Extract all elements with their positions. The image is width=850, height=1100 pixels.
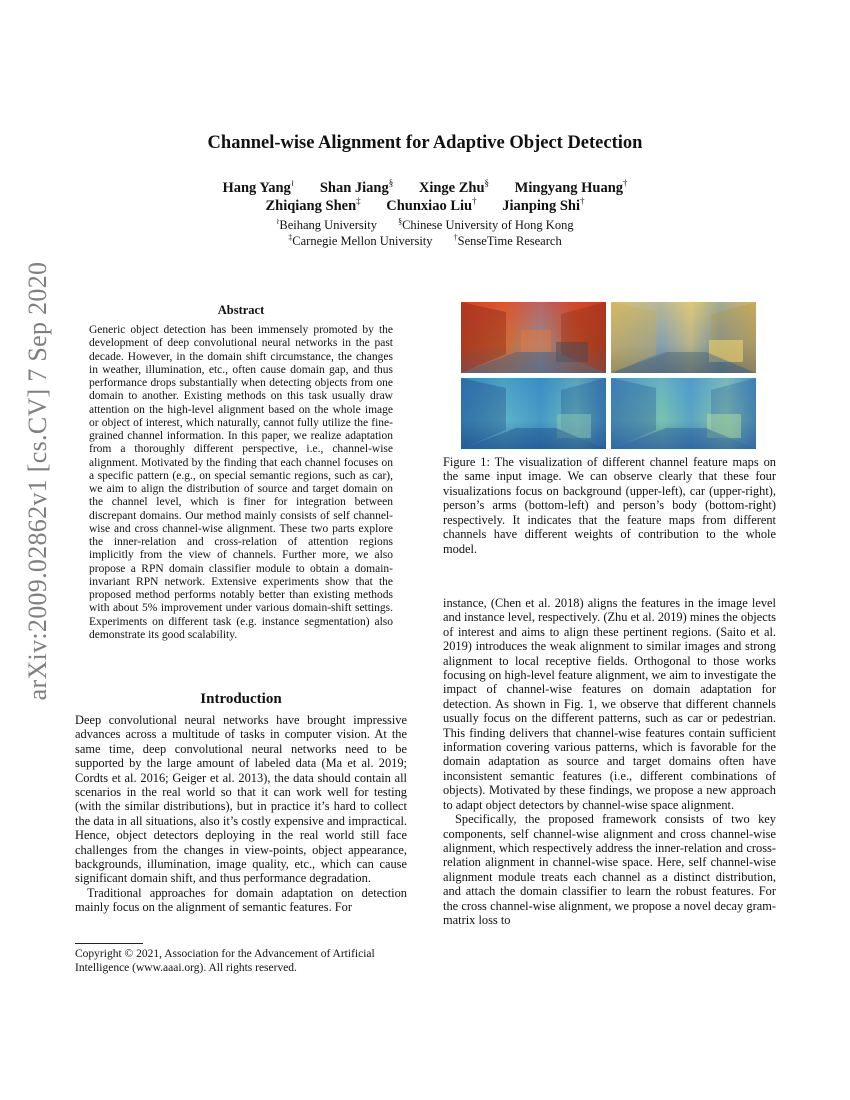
abstract-text: Generic object detection has been immensely promoted by the development of deep convolutional neural networks in the past decade. However, in the domain shift circumstance, the changes in weather, illumination, etc., often cause domain gap, and thus performance drops substantially when detecting objects from one domain to another. Existing methods on this task usually draw attention on the high-level alignment based on the whole image or object of interest, which naturally, cannot fully utilize the fine-grained channel information. In this paper, we realize adaptation from a thoroughly different perspective, i.e., channel-wise alignment. Motivated by the finding that each channel focuses on a specific pattern (e.g., on special semantic regions, such as car), we aim to align the distribution of source and target domain on the channel level, which is finer for integration between discrepant domains. Our method mainly consists of self channel-wise and cross channel-wise alignment. These two parts explore the inner-relation and cross-relation of attention regions implicitly from the view of channels. Further more, we also propose a RPN domain classifier module to obtain a domain-invariant RPN network. Extensive experiments show that the proposed method performs notably better than existing methods with about 5% improvement under various domain-shift settings. Experiments on different task (e.g. instance segmentation) also demonstrate its good scalability. [89, 324, 393, 641]
footnote-rule [75, 943, 143, 944]
affiliation: ≀Beihang University [276, 217, 377, 233]
introduction-continued [443, 596, 776, 927]
author: Hang Yang≀ [222, 178, 295, 196]
introduction-heading: Introduction [200, 691, 282, 707]
author: Jianping Shi† [502, 196, 585, 214]
author: Chunxiao Liu† [386, 196, 477, 214]
paragraph: Specifically, the proposed framework consists of two key components, self channel-wise alignment and cross channel-wise alignment, which respectively address the inner-relation and cross-relation alignment in channel-wise space. Here, self channel-wise alignment module treats each channel as a distinct distribution, and attach the domain classifier to learn the robust features. For the cross channel-wise alignment, we propose a novel decay gram-matrix loss to [443, 812, 776, 927]
affiliation: §Chinese University of Hong Kong [398, 217, 574, 233]
copyright-footnote: Copyright © 2021, Association for the Advancement of Artificial Intelligence (www.aaai.org). All rights reserved. [75, 948, 375, 974]
affiliation: ‡Carnegie Mellon University [288, 233, 433, 249]
paper-title: Channel-wise Alignment for Adaptive Object Detection [207, 133, 643, 153]
affiliation: †SenseTime Research [453, 233, 562, 249]
affiliations-line-1 [0, 217, 850, 233]
author: Shan Jiang§ [319, 178, 394, 196]
introduction-text [75, 713, 407, 915]
feature-map-bottom-left [461, 378, 606, 449]
affiliations-line-2 [0, 233, 850, 249]
arxiv-identifier: arXiv:2009.02862v1 [cs.CV] 7 Sep 2020 [23, 261, 52, 701]
paragraph: Deep convolutional neural networks have brought impressive advances across a multitude of tasks in computer vision. At the same time, deep convolutional neural networks need to be supported by the large amount of labeled data (Ma et al. 2019; Cordts et al. 2016; Geiger et al. 2013), the data should contain all scenarios in the real world so that it can work well for testing (with the similar distributions), but in practice it’s hard to collect the data in all situations, also it’s costly expensive and impractical. Hence, object detectors deploying in the real world still face challenges from the changes in view-points, object appearance, backgrounds, illumination, image quality, etc., which can cause significant domain shift, and thus performance degradation. [75, 713, 407, 886]
paragraph: Traditional approaches for domain adaptation on detection mainly focus on the alignment of semantic features. For [75, 885, 407, 915]
authors-line-1 [0, 178, 850, 197]
author: Mingyang Huang† [514, 178, 628, 196]
author: Zhiqiang Shen‡ [265, 196, 361, 214]
feature-map-bottom-right [611, 378, 756, 449]
feature-map-upper-right [611, 302, 756, 373]
feature-map-upper-left [461, 302, 606, 373]
paragraph: instance, (Chen et al. 2018) aligns the features in the image level and instance level, respectively. (Zhu et al. 2019) mines the objects of interest and aims to align these pertinent regions. (Saito et al. 2019) introduces the weak alignment to similar images and strong alignment to local receptive fields. Orthogonal to those works focusing on high-level feature alignment, we aim to investigate the impact of channel-wise features on domain adaptation for detection. As shown in Fig. 1, we observe that different channels usually focus on the different patterns, such as car or pedestrian. This finding delivers that channel-wise features contain sufficient information covering various patterns, which is favorable for the domain adaptation as source and target domains often have inconsistent semantic features (i.e., different combinations of objects). Motivated by these findings, we propose a new approach to adapt object detectors by channel-wise space alignment. [443, 596, 776, 812]
figure-1-caption: Figure 1: The visualization of different channel feature maps on the same input image. We can observe clearly that these four visualizations focus on background (upper-left), car (upper-right), person’s arms (bottom-left) and person’s body (bottom-right) respectively. It indicates that the feature maps from different channels have different weights of contribution to the whole model. [443, 455, 776, 556]
abstract-heading: Abstract [217, 303, 265, 317]
arxiv-stamp [18, 261, 58, 701]
author: Xinge Zhu§ [418, 178, 490, 196]
figure-1-feature-maps [461, 302, 756, 450]
authors-line-2 [0, 196, 850, 215]
